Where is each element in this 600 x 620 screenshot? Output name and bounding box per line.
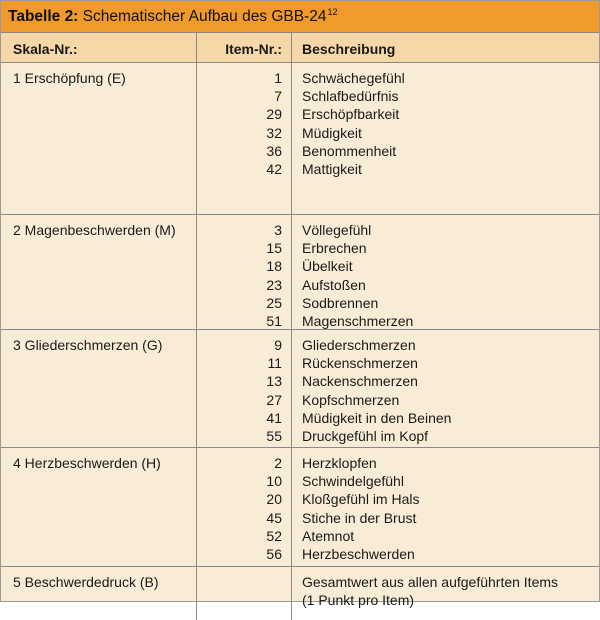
item-numbers-cell — [197, 448, 292, 566]
item-description: Aufstoßen — [302, 276, 366, 293]
item-number: 18 — [266, 258, 282, 275]
item-description: Erbrechen — [302, 240, 367, 257]
header-scale: Skala-Nr.: — [1, 33, 197, 62]
description-cell — [292, 330, 599, 447]
item-number: 23 — [266, 276, 282, 293]
scale-cell: 3 Gliederschmerzen (G) — [1, 330, 197, 447]
item-numbers-cell — [197, 567, 292, 620]
item-number: 9 — [274, 337, 282, 353]
item-number: 32 — [266, 124, 282, 141]
item-description: Völlegefühl — [302, 222, 372, 238]
item-description: (1 Punkt pro Item) — [302, 592, 415, 609]
item-description: Mattigkeit — [302, 161, 362, 178]
description-cell — [292, 215, 599, 329]
item-description: Gliederschmerzen — [302, 337, 416, 353]
description-cell — [292, 567, 599, 620]
scale-cell: 4 Herzbeschwerden (H) — [1, 448, 197, 566]
item-number: 51 — [266, 313, 282, 330]
item-description: Herzbeschwerden — [302, 546, 415, 563]
caption-title: Schematischer Aufbau des GBB-24 — [82, 8, 327, 25]
header-item: Item-Nr.: — [197, 33, 292, 62]
description-cell — [292, 448, 599, 566]
item-description: Schwindelgefühl — [302, 473, 404, 490]
item-number: 20 — [266, 491, 282, 508]
item-description: Müdigkeit — [302, 124, 362, 141]
table-row — [1, 63, 599, 215]
table-row — [1, 215, 599, 330]
item-number: 29 — [266, 106, 282, 123]
item-number: 36 — [266, 142, 282, 159]
item-description: Erschöpfbarkeit — [302, 106, 400, 123]
scale-cell: 2 Magenbeschwerden (M) — [1, 215, 197, 329]
item-description: Gesamtwert aus allen aufgeführten Items — [302, 574, 559, 590]
item-numbers-cell — [197, 215, 292, 329]
item-number: 42 — [266, 161, 282, 178]
item-description: Nackenschmerzen — [302, 373, 418, 390]
item-numbers-cell — [197, 330, 292, 447]
caption-superscript: 12 — [327, 7, 338, 17]
item-number: 11 — [267, 355, 282, 372]
table-caption — [1, 1, 599, 33]
table-header-row — [1, 33, 599, 63]
item-numbers-cell — [197, 63, 292, 214]
scale-cell: 5 Beschwerdedruck (B) — [1, 567, 197, 620]
scale-cell: 1 Erschöpfung (E) — [1, 63, 197, 214]
item-number: 41 — [266, 409, 282, 426]
item-description: Druckgefühl im Kopf — [302, 428, 429, 445]
item-description: Schwächegefühl — [302, 70, 405, 86]
item-description: Übelkeit — [302, 258, 353, 275]
item-description: Müdigkeit in den Beinen — [302, 409, 452, 426]
item-number: 15 — [266, 240, 282, 257]
table-row — [1, 330, 599, 448]
header-description: Beschreibung — [302, 41, 396, 57]
item-number: 3 — [274, 222, 282, 238]
item-description: Kloßgefühl im Hals — [302, 491, 420, 508]
item-description: Schlafbedürfnis — [302, 88, 399, 105]
item-number: 7 — [274, 88, 282, 105]
item-number: 27 — [266, 391, 282, 408]
item-number: 55 — [266, 428, 282, 445]
item-number: 45 — [266, 509, 282, 526]
item-description: Stiche in der Brust — [302, 509, 417, 526]
table-row — [1, 448, 599, 567]
item-description: Sodbrennen — [302, 294, 379, 311]
description-cell — [292, 63, 599, 214]
item-description: Kopfschmerzen — [302, 391, 400, 408]
item-description: Benommenheit — [302, 142, 397, 159]
item-number: 13 — [266, 373, 282, 390]
item-number: 10 — [266, 473, 282, 490]
item-number: 25 — [266, 294, 282, 311]
item-number: 2 — [274, 455, 282, 471]
item-description: Atemnot — [302, 527, 355, 544]
item-number: 56 — [266, 546, 282, 563]
item-description: Rückenschmerzen — [302, 355, 418, 372]
item-description: Magenschmerzen — [302, 313, 414, 330]
item-description: Herzklopfen — [302, 455, 377, 471]
item-number: 1 — [274, 70, 282, 86]
item-number: 52 — [266, 527, 282, 544]
caption-label: Tabelle 2: — [8, 8, 79, 25]
table-row — [1, 567, 599, 620]
